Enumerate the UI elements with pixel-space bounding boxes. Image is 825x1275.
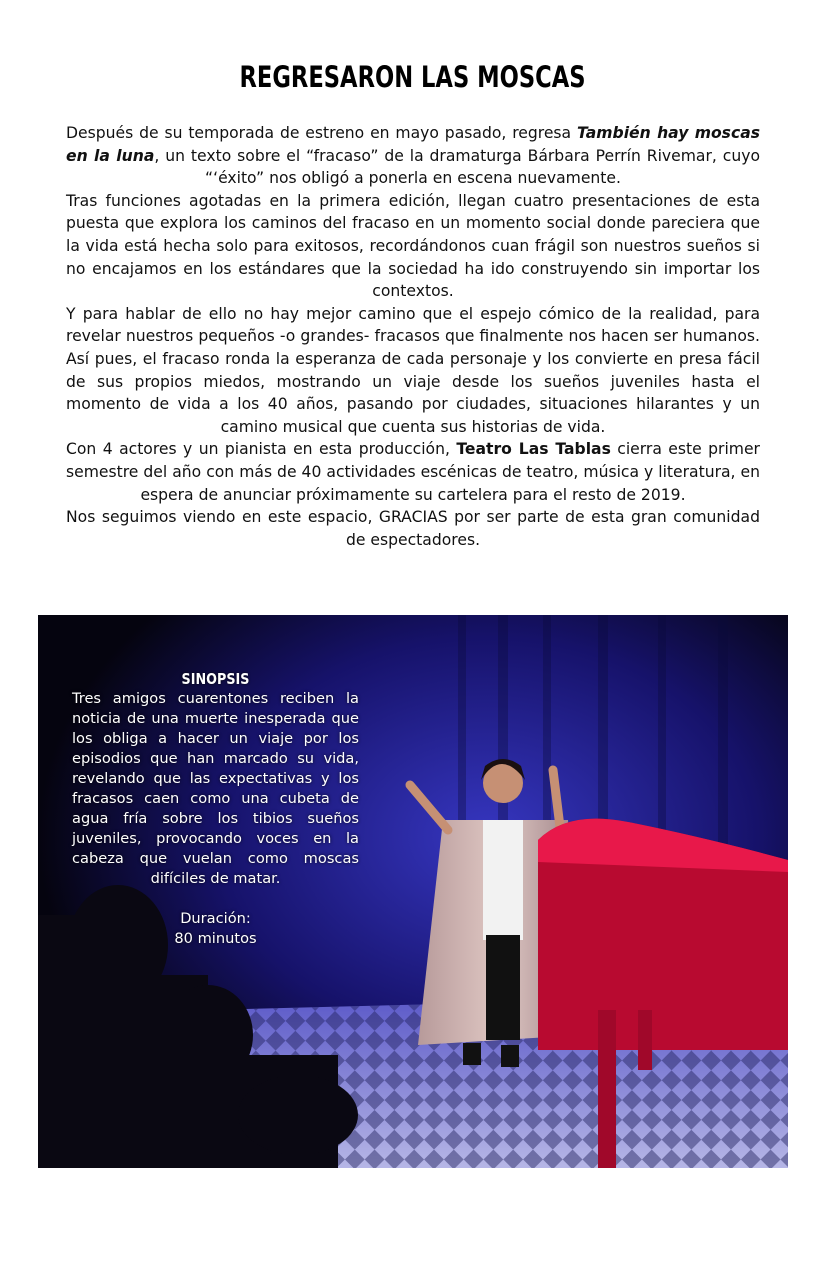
synopsis-title: SINOPSIS (181, 670, 250, 688)
paragraph-3: Y para hablar de ello no hay mejor camino que el espejo cómico de la realidad, para revelar nuestros pequeños -o grandes- fracasos que finalmente nos hacen ser humanos. Así pues, el fracaso ronda la esperanza de cada personaje y los convierte en presa fácil de sus propios miedos, mostrando un viaje desde los sueños juveniles hasta el momento de vida a los 40 años, pasando por ciudades, situaciones hilarantes y un camino musical que cuenta sus historias de vida. (66, 304, 760, 436)
paragraph-5: Nos seguimos viendo en este espacio, GRACIAS por ser parte de esta gran comunidad de espectadores. (66, 508, 760, 549)
page-title: REGRESARON LAS MOSCAS (239, 60, 586, 94)
theater-name: Teatro Las Tablas (456, 440, 611, 459)
duration-label: Duración: (180, 910, 251, 927)
play-title: También hay moscas en la luna (66, 124, 761, 165)
paragraph-2: Tras funciones agotadas en la primera edición, llegan cuatro presentaciones de esta puesta que explora los caminos del fracaso en un momento social donde pareciera que la vida está hecha solo para exitosos, recordándonos cuan frágil son nuestros sueños si no encajamos en los estándares que la sociedad ha ido construyendo sin importar los contextos. (66, 191, 760, 301)
paragraph-4: Con 4 actores y un pianista en esta producción, Teatro Las Tablas cierra este primer semestre del año con más de 40 actividades escénicas de teatro, música y literatura, en espera de anunciar próximamente su cartelera para el resto de 2019. (66, 440, 760, 504)
article-body (66, 122, 760, 551)
synopsis-box (72, 669, 359, 949)
synopsis-text: Tres amigos cuarentones reciben la noticia de una muerte inesperada que los obliga a hacer un viaje por los episodios que han marcado su vida, revelando que las expectativas y los fracasos caen como una cubeta de agua fría sobre los tibios sueños juveniles, provocando voces en la cabeza que vuelan como moscas difíciles de matar. (72, 690, 359, 887)
paragraph-1: Después de su temporada de estreno en mayo pasado, regresa También hay moscas en la luna, un texto sobre el “fracaso” de la dramaturga Bárbara Perrín Rivemar, cuyo “‘éxito” nos obligó a ponerla en escena nuevamente. (66, 124, 761, 188)
duration-value: 80 minutos (174, 930, 257, 947)
